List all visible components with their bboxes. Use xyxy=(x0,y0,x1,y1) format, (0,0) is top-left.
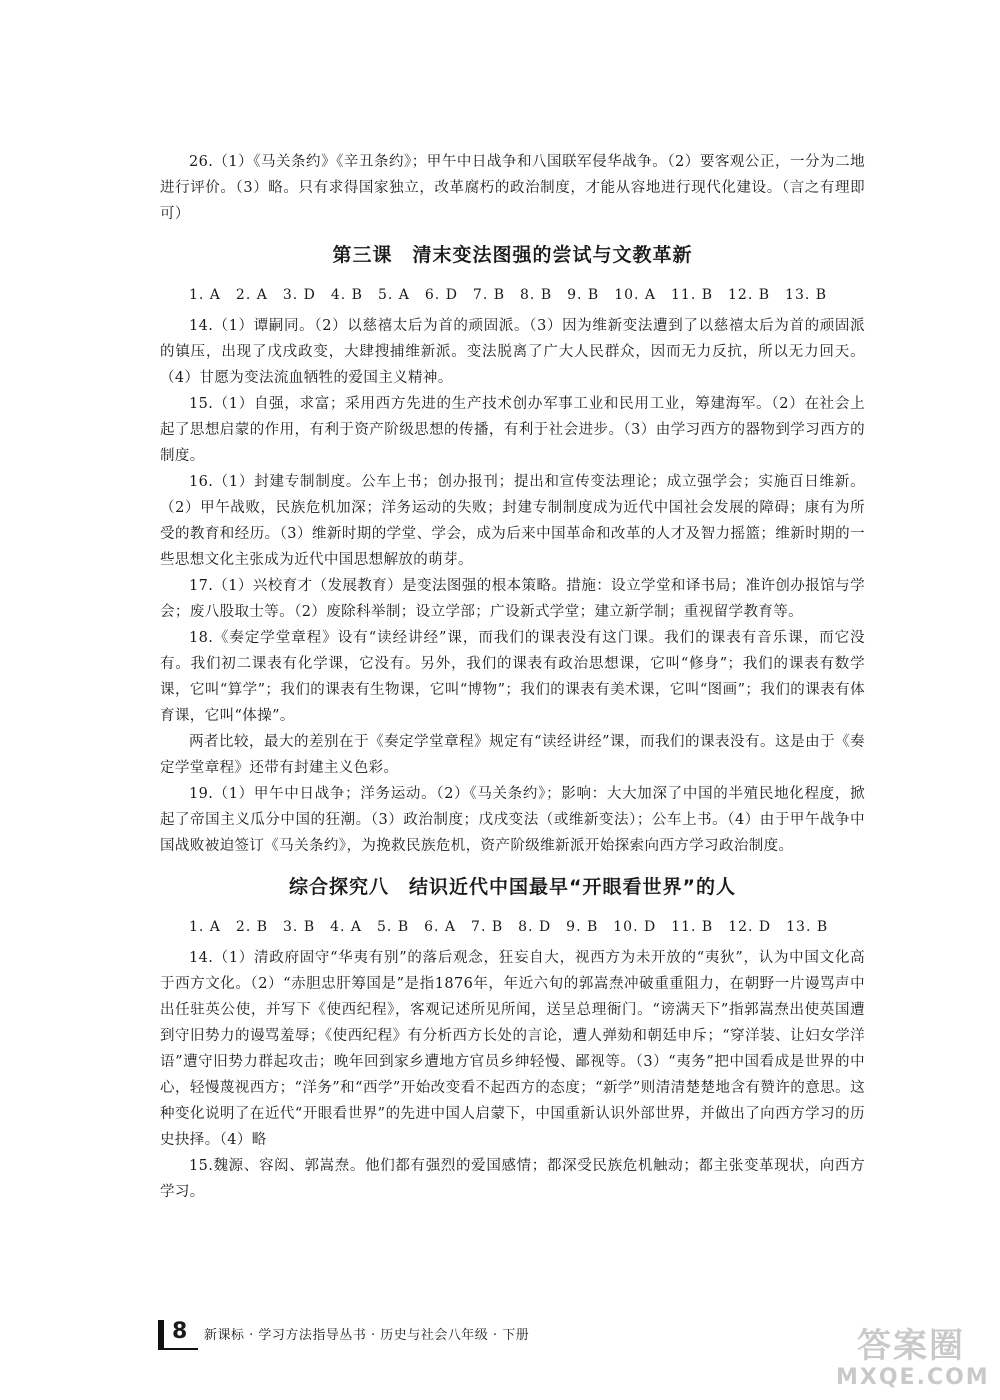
page-footer xyxy=(158,1320,858,1350)
watermark-logo: 答案圈 xyxy=(857,1326,965,1366)
answer-paragraph: 17.（1）兴校育才（发展教育）是变法图强的根本策略。措施：设立学堂和译书局；准许创办报馆与学会；废八股取士等。（2）废除科举制；设立学部；广设新式学堂；建立新学制；重视留学教育等。 xyxy=(160,578,865,620)
answer-paragraph: 16.（1）封建专制制度。公车上书；创办报刊；提出和宣传变法理论；成立强学会；实施百日维新。（2）甲午战败，民族危机加深；洋务运动的失败；封建专制制度成为近代中国社会发展的障碍；康有为所受的教育和经历。（3）维新时期的学堂、学会，成为后来中国革命和改革的人才及智力摇篮；维新时期的一些思想文化主张成为近代中国思想解放的萌芽。 xyxy=(160,474,865,568)
answer-paragraph: 19.（1）甲午中日战争；洋务运动。（2）《马关条约》；影响：大大加深了中国的半殖民地化程度，掀起了帝国主义瓜分中国的狂潮。（3）政治制度；戊戌变法（或维新变法）；公车上书。（4）由于甲午战争中国战败被迫签订《马关条约》，为挽救民族危机，资产阶级维新派开始探索向西方学习政治制度。 xyxy=(160,786,865,854)
watermark xyxy=(836,1326,990,1390)
book-title: 新课标 · 学习方法指导丛书 · 历史与社会八年级 · 下册 xyxy=(204,1328,530,1343)
answer-paragraph: 14.（1）清政府固守“华夷有别”的落后观念，狂妄自大，视西方为未开放的“夷狄”，认为中国文化高于西方文化。（2）“赤胆忠肝筹国是”是指1876年，年近六旬的郭嵩焘冲破重重阻力，在朝野一片谩骂声中出任驻英公使，并写下《使西纪程》，客观记述所见所闻，送呈总理衙门。“谤满天下”指郭嵩焘出使英国遭到守旧势力的谩骂羞辱；《使西纪程》有分析西方长处的言论，遭人弹劾和朝廷申斥；“穿洋装、让妇女学洋语”遭守旧势力群起攻击；晚年回到家乡遭地方官员乡绅轻慢、鄙视等。（3）“夷务”把中国看成是世界的中心，轻慢蔑视西方；“洋务”和“西学”开始改变看不起西方的态度；“新学”则清清楚楚地含有赞许的意思。这种变化说明了在近代“开眼看世界”的先进中国人启蒙下，中国重新认识外部世界，并做出了向西方学习的历史抉择。（4）略 xyxy=(160,950,865,1148)
footer-bar xyxy=(158,1320,164,1348)
inquiry-8-choice-answers: 1. A 2. B 3. B 4. A 5. B 6. A 7. B 8. D 9. B 10. D 11. B 12. D 13. B xyxy=(189,919,829,935)
answer-paragraph: 18.《奏定学堂章程》设有“读经讲经”课，而我们的课表没有这门课。我们的课表有音乐课，而它没有。我们初二课表有化学课，它没有。另外，我们的课表有政治思想课，它叫“修身”；我们的课表有数学课，它叫“算学”；我们的课表有生物课，它叫“博物”；我们的课表有美术课，它叫“图画”；我们的课表有体育课，它叫“体操”。 xyxy=(160,630,865,724)
answer-paragraph: 两者比较，最大的差别在于《奏定学堂章程》规定有“读经讲经”课，而我们的课表没有。这是由于《奏定学堂章程》还带有封建主义色彩。 xyxy=(160,734,865,776)
lesson-3-choice-answers: 1. A 2. A 3. D 4. B 5. A 6. D 7. B 8. B 9. B 10. A 11. B 12. B 13. B xyxy=(189,287,828,303)
answer-paragraph: 15.（1）自强，求富；采用西方先进的生产技术创办军事工业和民用工业，筹建海军。（2）在社会上起了思想启蒙的作用，有利于资产阶级思想的传播，有利于社会进步。（3）由学习西方的器物到学习西方的制度。 xyxy=(160,396,865,464)
watermark-url: MXQE.COM xyxy=(836,1365,990,1390)
lesson-3-heading: 第三课 清末变法图强的尝试与文教革新 xyxy=(332,244,693,266)
inquiry-8-heading: 综合探究八 结识近代中国最早“开眼看世界”的人 xyxy=(289,876,736,898)
answer-paragraph: 15.魏源、容闳、郭嵩焘。他们都有强烈的爱国感情；都深受民族危机触动；都主张变革现状，向西方学习。 xyxy=(160,1158,865,1200)
page-number: 8 xyxy=(172,1319,188,1344)
page-content xyxy=(160,149,865,1205)
answer-paragraph: 14.（1）谭嗣同。（2）以慈禧太后为首的顽固派。（3）因为维新变法遭到了以慈禧太后为首的顽固派的镇压，出现了戊戌政变，大肆搜捕维新派。变法脱离了广大人民群众，因而无力反抗，所以无力回天。（4）甘愿为变法流血牺牲的爱国主义精神。 xyxy=(160,318,865,386)
footer-rule xyxy=(158,1348,198,1350)
answer-paragraph: 26.（1）《马关条约》《辛丑条约》；甲午中日战争和八国联军侵华战争。（2）要客观公正，一分为二地进行评价。（3）略。只有求得国家独立，改革腐朽的政治制度，才能从容地进行现代化建设。（言之有理即可） xyxy=(160,154,865,222)
